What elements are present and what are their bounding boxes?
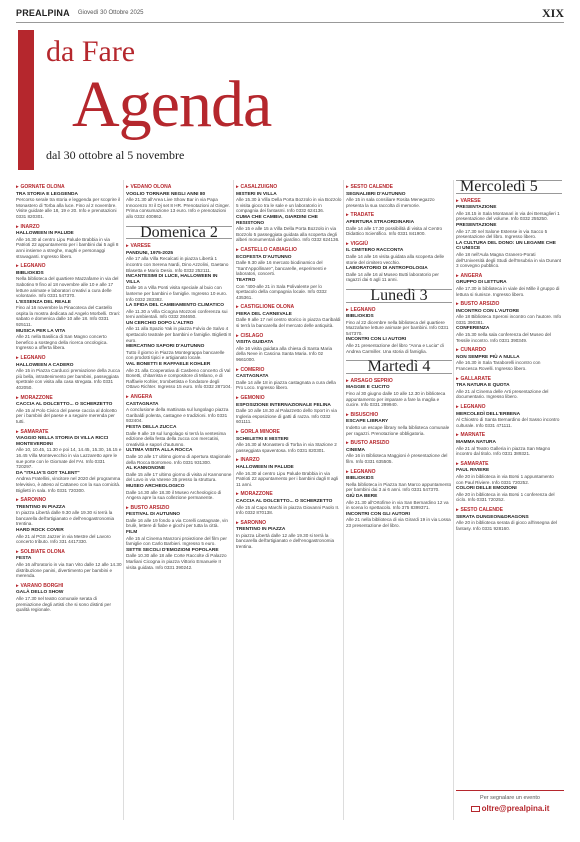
event-listing: [236, 499, 342, 516]
location-heading: ▸ COMERIO: [236, 368, 342, 374]
event-title: SCHELETRI E MISTERI: [236, 436, 289, 442]
submit-event-box: [456, 790, 564, 826]
location-heading: ▸ SARONNO: [16, 498, 122, 504]
submit-event-label: Per segnalare un evento: [480, 795, 540, 801]
header-rule: [16, 22, 564, 23]
event-description: In piazza Libertà dalle 9.30 alle 19.30 si terrà la bancarella dell'artigianato e dell'enogastronomia trentina.: [16, 510, 115, 527]
event-title: CACCIA AL DOLCETTO... O SCHERZETTO: [236, 498, 333, 504]
event-listing: [456, 241, 562, 269]
event-title: CONFERENZA: [456, 326, 490, 332]
location-heading: ▸ BISUSCHIO: [346, 413, 452, 419]
section-kicker: da Fare: [46, 35, 136, 68]
event-title: FIERA DEL CARNEVALE: [236, 311, 292, 317]
event-title: CINEMA: [346, 447, 365, 453]
event-title: MUSICA PER LA VITA: [16, 328, 66, 334]
day-heading: Martedì 4: [346, 360, 452, 374]
event-listing: [456, 412, 562, 429]
event-title: ESCAPE LIBRARY: [346, 419, 389, 425]
location-heading: ▸ ANGERA: [456, 274, 562, 280]
event-description: Alle 15 al Cinema Manzoni proiezione del film per famiglie con Carlo Barbieri. Ingresso 5 euro.: [126, 535, 227, 547]
event-title: ESPOSIZIONE INTERNAZIONALE FELINA: [236, 402, 331, 408]
location-heading: ▸ CUNARDO: [456, 348, 562, 354]
event-description: Alle 15 in sala consiliare Rosita Menegazzo presenta la sua raccolta di memorie.: [346, 197, 435, 208]
event-description: Dalle 9 alle 17 nel centro storico in piazza Garibaldi si terrà la bancarella del mercato delle antiquità.: [236, 317, 341, 329]
event-listing: [236, 527, 342, 549]
event-title: SEGNALIBRI D'AUTUNNO: [346, 191, 406, 197]
event-description: Alle 21 nella Basilica di San Magno concerto benefico a sostegno della ricerca oncologica. Ingresso a offerta libera.: [16, 334, 108, 351]
event-listing: [346, 192, 452, 209]
event-listing: [346, 385, 452, 407]
location-heading: ▸ BUSTO ARSIZIO: [346, 441, 452, 447]
event-listing: [126, 512, 232, 529]
event-listing: [126, 548, 232, 570]
event-title: MAGGIE E CUCITO: [346, 385, 390, 391]
location-heading: ▸ GORLA MINORE: [236, 430, 342, 436]
event-title: NON SEMPRE PIÙ A NULLA: [456, 354, 520, 360]
event-description: Alle 18 Biblioteca Speroni incontro con l'autore. Info 0331 390381.: [456, 314, 562, 325]
event-listing: [346, 266, 452, 283]
event-description: Alle 15 al Capo Marchi in piazza Giovanni Paolo II. Info 0332 870138.: [236, 504, 340, 516]
location-heading: ▸ LEGNANO: [16, 264, 122, 270]
event-title: CASTAGNATA: [126, 401, 159, 407]
event-description: Alle 15 al Polo Civico del paese caccia al dolcetto per i bambini del paese e a seguire merenda per tutti.: [16, 407, 117, 424]
column-divider: [453, 180, 454, 820]
email-text[interactable]: oltre@prealpina.it: [481, 804, 550, 813]
event-listing: [126, 274, 232, 302]
event-listing: [456, 309, 562, 326]
event-listing: [126, 530, 232, 547]
location-heading: ▸ LEGNANO: [456, 405, 562, 411]
event-title: LA SFIDA DEL CAMBIAMENTO CLIMATICO: [126, 303, 224, 309]
event-description: Alle 11 alla Spazio Yak in piazza Fulvio de Salvo 4 spettacolo teatrale per bambini e famiglie. Biglietti 8 euro.: [126, 326, 231, 343]
event-listing: [16, 590, 122, 612]
event-description: Alle 15 e alle 15 a Villa Della Porta Bozzolo in via Bozzolo 5 passeggiata guidata alla scoperta degli alberi monumentali del giardino. Info 0332 624136.: [236, 226, 340, 243]
event-title: MISTERI IN VILLA: [236, 191, 277, 197]
event-description: Con "400-alle 21 in Sala Polivalente per lo spettacolo della compagnia locale. Info 0332 435361.: [236, 283, 327, 300]
event-description: Alle 16.30 al Monastero di Torba in via Stazione 2 passeggiata spaventosa. Info 0331 820301.: [236, 442, 337, 453]
event-description: Alle 21 presentazione del libro "Anna e Lucia" di Andrea Carmiller. Una storia di famiglia.: [346, 343, 444, 354]
event-listing: [456, 355, 562, 372]
event-description: Andrea Fratellini, vincitore nel 2020 del programma televisivo, è atteso al Cattaneo con la sua comicità. Biglietti in sala. Info 0331 720300.: [16, 476, 121, 493]
location-heading: ▸ SAMARATE: [16, 430, 122, 436]
location-heading: ▸ CISLAGO: [236, 334, 342, 340]
event-description: A conclusione della mattinata sul lungolago piazza Garibaldi polenta, castagne e tradizioni. Info 0331 932404.: [126, 407, 229, 424]
event-description: Dalle 10.30 alle 18 alle Corte Raccolte di Palazzo Marliani Cicogna in piazza Vittorio Emanuele II visita guidata. Info 0331 390242.: [126, 553, 227, 570]
page-header: [16, 6, 564, 20]
event-description: Alle 16 in Biblioteca Maggioni è presentazione del film. Info 0331 635505.: [346, 453, 448, 464]
event-description: Fino al 22 dicembre nella biblioteca del quartiere Mazzafame letture animate per bambini. Info 0331 547370.: [346, 319, 449, 336]
section-title: Agenda: [72, 68, 272, 141]
event-listing: [456, 280, 562, 297]
location-heading: ▸ SAMARATE: [456, 462, 562, 468]
event-title: SERATA DUNGEON&DRAGONS: [456, 514, 529, 520]
event-listing: [456, 468, 562, 485]
event-listing: [16, 363, 122, 391]
location-heading: ▸ INARZO: [16, 225, 122, 231]
location-heading: ▸ LEGNANO: [346, 470, 452, 476]
event-description: Dalle 15 alle 17 ultimo giorno di visita al Kannonone del Lavo in via Varese 35 presso la struttura.: [126, 471, 232, 483]
day-heading: Lunedì 3: [346, 289, 452, 303]
event-title: TRA STORIA E LEGGENDA: [16, 191, 78, 197]
event-description: Alle 10, 10.45, 11.30 e poi 14, 14.45, 15.30, 16.15 e 16.45 Villa Montevecchio in via Lazzaretto apre le sue porte con le Giornate del FAI. Info 0331 720297.: [16, 447, 122, 470]
event-description: Alle 15 in Piazza Carducci premiazione della zucca più bella, intrattenimento per bambini, passeggiata spettrale con visita alla casa stregata. Info 0331 402050.: [16, 368, 120, 390]
column-divider: [123, 180, 124, 820]
big-numeral: [18, 30, 34, 170]
submit-event-email[interactable]: [456, 804, 564, 813]
location-heading: ▸ GORNATE OLONA: [16, 185, 122, 191]
event-title: INCANTESIMI DI LUCE, HALLOWEEN IN VILLA: [126, 274, 218, 285]
event-listing: [16, 271, 122, 299]
event-listing: [456, 205, 562, 222]
event-title: TRA NATURA E QUOTA: [456, 383, 510, 389]
location-heading: ▸ VEDANO OLONA: [126, 185, 232, 191]
event-title: UN CERCHIO DOPO L'ALTRO: [126, 320, 194, 326]
event-listing: [16, 402, 122, 424]
event-description: In piazza Libertà dalle 12 alle 19.30 si terrà la bancarella dell'artigianato e dell'enogastronomia trentina.: [236, 532, 335, 550]
event-listing: [16, 471, 122, 493]
location-heading: ▸ BUSTO ARSIZIO: [126, 506, 232, 512]
event-description: Alle 18.15 in Sala Montanari in via dei Bersaglieri 1 presentazione del volume. Info 0332 255250.: [456, 210, 560, 222]
event-title: GRUPPO DI LETTURA: [456, 280, 507, 286]
event-listing: [126, 192, 232, 220]
event-title: VISITA GUIDATA: [236, 340, 274, 346]
event-listing: [16, 329, 122, 351]
event-listing: [236, 278, 342, 300]
event-listing: [126, 484, 232, 501]
event-description: Alle 16.30 in Sala Taraborelli incontro con Francesca Rovelli. Ingresso libero.: [456, 360, 541, 372]
event-listing: [346, 314, 452, 336]
event-title: PANDUNI, 1975-2025: [126, 250, 174, 256]
event-description: Alle 20 in biblioteca in via Borsi 1 conferenza del ciclo. Info 0331 720252.: [456, 491, 555, 503]
event-description: Dalle 9 alle 19 sul lungolago si terrà la ventesima edizione della festa della zucca con mercatini, creatività e sapori d'autunno.: [126, 430, 226, 447]
event-listing: [236, 437, 342, 454]
location-heading: ▸ VIGGIÙ: [346, 242, 452, 248]
location-heading: ▸ VARESE: [126, 244, 232, 250]
event-listing: [16, 556, 122, 578]
event-title: L'ESSENZA DEL REALE: [16, 299, 71, 305]
event-listing: [236, 215, 342, 243]
event-title: MERCATINO SAPORI D'AUTUNNO: [126, 344, 205, 350]
event-title: FESTIVAL DI AUTUNNO: [126, 512, 181, 518]
event-description: Fino al 30 giugno dalle 10 alle 12.30 in biblioteca appuntamento per imparare a fare la maglia e cucire. Info 0331 299940.: [346, 391, 446, 408]
event-title: BIBLIOKIDS: [16, 270, 44, 276]
event-listing: [456, 515, 562, 532]
event-title: MAMMA NATURA: [456, 439, 496, 445]
event-listing: [456, 440, 562, 457]
event-title: HALLOWEEN IN PALUDE: [16, 231, 74, 237]
column-divider: [343, 180, 344, 820]
event-listing: [16, 505, 122, 527]
event-description: Fino al 16 novembre la Pinacoteca del Castello ospita la mostra dedicata ad Angelo Morbelli. Orari: sabato e domenica dalle 10 alle 18. Info 0331 925111.: [16, 305, 121, 328]
event-title: HARD ROCK COVER: [16, 528, 64, 534]
event-title: BIBLIOKIDS: [346, 314, 374, 320]
event-listing: [346, 448, 452, 465]
event-title: VIAGGIO NELLA STORIA DI VILLA RICCI MONTEVERDINI: [16, 436, 109, 447]
event-title: PRESENTAZIONE: [456, 205, 497, 211]
agenda-column-5: [456, 180, 562, 820]
event-title: INCONTRI CON GLI AUTORI: [346, 511, 410, 517]
event-description: Nella biblioteca in Piazza San Marco appuntamento per bambini dai 3 ai 6 anni. Info 0331 547370.: [346, 481, 452, 493]
event-description: Alle 16 visita guidata alla chiesa di Santa Maria della Neve in Cascina Santa Maria. Info 02 9661000.: [236, 345, 333, 363]
section-masthead: [16, 30, 376, 170]
event-title: IL CIMITERO RACCONTA: [346, 248, 404, 254]
event-listing: [456, 383, 562, 400]
event-title: VOGLIO TORNARE NEGLI ANNI 80: [126, 191, 206, 197]
event-listing: [236, 374, 342, 391]
location-heading: ▸ SESTO CALENDE: [456, 508, 562, 514]
event-title: ECOFESTA D'AUTUNNO: [236, 254, 292, 260]
location-heading: ▸ MARNATE: [456, 433, 562, 439]
brand-name: PREALPINA: [16, 8, 70, 18]
location-heading: ▸ GEMONIO: [236, 396, 342, 402]
event-description: Alle 15.30 à Villa Della Porta Bozzolo in via Bozzolo 5 visita gioco tra le sale e un laboratorio in compagnia dei fantasmi. Info 0332 624136.: [236, 197, 342, 214]
event-listing: [346, 512, 452, 529]
agenda-column-2: [126, 180, 232, 820]
event-title: COLORI DELLE EMOZIONI: [456, 486, 517, 492]
brand-logo: [16, 8, 70, 18]
event-description: Alle 18 nell'Aula Magna Granero-Porati dell'Università degli Studi dell'Insubria in via Dunant 3 convegno pubblico.: [456, 251, 561, 269]
location-heading: ▸ CASALZUIGNO: [236, 185, 342, 191]
event-description: Alle 21 alla Cooperativa di Casbeno concerto di Val Bonetti, chitarrista e compositore di Milano, e di Raffaele Kohler, trombettista e fondatore degli Ottavo Richter. Ingresso 15 euro. Info 0332 287104.: [126, 367, 232, 390]
event-description: Dalle 14.30 alle 18.30 il Museo Archeologico di Angera apre la sua collezione permanente.: [126, 489, 222, 501]
event-description: Dalle 10 alle 18.30 al Palazzetto dello Sport in via Ingleria esposizione di gatti di razza. Info 0332 601111.: [236, 408, 337, 425]
event-listing: [16, 231, 122, 259]
location-heading: ▸ INARZO: [236, 458, 342, 464]
location-heading: ▸ LEGNANO: [16, 356, 122, 362]
event-title: FESTA DELLA ZUCCA: [126, 424, 177, 430]
event-description: Alle 21 al Cinema delle Arti presentazione del documentario. Ingresso libero.: [456, 388, 549, 400]
event-title: LA CULTURA DEL DONO: UN LEGAME CHE CI UNISCE: [456, 240, 556, 252]
location-heading: ▸ ANGERA: [126, 395, 232, 401]
event-listing: [126, 402, 232, 424]
event-description: Dalle 14 alle 17.30 possibilità di visita al Centro Didattico Scientifico. Info 0331 841900.: [346, 225, 443, 237]
event-listing: [126, 303, 232, 320]
event-listing: [236, 340, 342, 362]
event-description: Alle 21 nella biblioteca di via Girardi 19 in via Lossa 23 presentazione del libro.: [346, 517, 451, 528]
event-listing: [126, 344, 232, 361]
event-listing: [126, 321, 232, 343]
event-listing: [16, 300, 122, 328]
event-title: MUSEO ARCHEOLOGICO: [126, 483, 185, 489]
event-description: Alle 17.30 nel teatro comunale serata di premiazione degli artisti che si sono distinti per qualità regionale.: [16, 596, 111, 613]
event-title: TRENTINO IN PIAZZA: [236, 527, 286, 533]
event-description: Nella biblioteca del quartiere Mazzafame in via del Sabotino 9 fino al 18 novembre alle 10 e alle 17 letture animate e laboratori creativi a cura delle volontarie. Info 0331 547370.: [16, 276, 119, 299]
event-description: Dalle 14 alle 16 visita guidata alla scoperta delle storie del cimitero vecchio.: [346, 253, 445, 265]
event-title: ULTIMA VISITA ALLA ROCCA: [126, 448, 193, 454]
event-title: INCONTRI CON LI AUTORI: [346, 337, 407, 343]
mail-icon: [471, 806, 480, 812]
event-description: Alle 11.30 a Villa Cicogna Mozzoni conferenza sui temi ambientali. Info 0332 284650.: [126, 308, 228, 320]
event-title: GIÙ DA BERE: [346, 493, 378, 499]
location-heading: ▸ TRADATE: [346, 213, 452, 219]
event-listing: [236, 255, 342, 277]
event-title: VAL BONETTI E RAFFAELE KOHLER: [126, 362, 211, 368]
event-listing: [236, 465, 342, 487]
event-listing: [236, 403, 342, 425]
day-heading: Domenica 2: [126, 226, 232, 240]
event-listing: [456, 486, 562, 503]
location-heading: ▸ CASTELLO CABIAGLIO: [236, 248, 342, 254]
event-listing: [346, 419, 452, 436]
event-listing: [16, 436, 122, 470]
location-heading: ▸ SESTO CALENDE: [346, 185, 452, 191]
event-listing: [236, 192, 342, 214]
event-title: DA "ITALIA'S GOT TALENT": [16, 470, 80, 476]
event-listing: [236, 312, 342, 329]
location-heading: ▸ SOLBIATE OLONA: [16, 550, 122, 556]
date-range: dal 30 ottobre al 5 novembre: [46, 148, 185, 162]
event-description: Alle 17.30 in biblioteca in viale dei Mille il gruppo di lettura si riunisce. Ingresso libero.: [456, 285, 560, 297]
location-heading: ▸ LEGNANO: [346, 308, 452, 314]
event-title: GALÀ DELLO SHOW: [16, 590, 64, 596]
event-title: LABORATORIO DI ANTROPOLOGIA: [346, 266, 428, 272]
event-title: CUMA CHE CAMBIA, GIARDINI CHE RESISTONO: [236, 214, 318, 226]
location-heading: ▸ GALLARATE: [456, 377, 562, 383]
event-description: Alle 21.30 all'Area Live Show Bar in via Papa Innocenzo XI il Dj set 8 HR. Prenotazioni al Ginger. Prima consumazione 13 euro. Info e prenotazioni allo 0332 400862.: [126, 197, 230, 219]
event-title: HALLOWEEN IN PALUDE: [236, 464, 294, 470]
event-description: Al Chiostro di Santa Bernardino del Sasso incontro culturale. Info 0331 471111.: [456, 417, 560, 428]
location-heading: ▸ VARANO BORGHI: [16, 584, 122, 590]
event-listing: [16, 528, 122, 545]
event-description: Alle 16.30 al centro Lipu Palude Brabbia in via Patrioti 22 appuntamento per i bambini dai 5 agli 8 anni insieme a streghe, maghi e personaggi stravaganti. Ingresso libero.: [16, 236, 119, 259]
event-title: APERTURA STRAORDINARIA: [346, 219, 415, 225]
event-description: Dalle 16 alle 19 fondo a via Corelli castagnate, vin brulè, lettere di fiabe e giochi per tutta la città.: [126, 517, 228, 529]
event-title: CASTAGNATA: [236, 374, 269, 380]
event-listing: [126, 466, 232, 483]
event-description: Indetto un escape library nella biblioteca comunale per ragazzi. Prenotazione obbligatoria.: [346, 425, 450, 436]
event-listing: [456, 223, 562, 240]
event-description: Tutto il giorno in Piazza Montegrappa bancarelle con prodotti tipici e artigianato locale.: [126, 349, 225, 361]
event-listing: [456, 326, 562, 343]
event-description: Dalle 14 alle 18 in piazza castagnata a cura della Pro Loco. Ingresso libero.: [236, 379, 336, 391]
event-listing: [16, 192, 122, 220]
column-divider: [233, 180, 234, 820]
day-heading: Mercoledì 5: [456, 180, 562, 194]
event-description: Alle 16 all'oratorio in via San Vito dalle 12 alle 14.30 distribuzione panini, divertimento per bambini e merenda.: [16, 562, 122, 579]
location-heading: ▸ MORAZZONE: [236, 492, 342, 498]
event-description: Alle 17 alla Villa Recalcati in piazza Libertà 1 incontro con Serena Nardi, Dino Azzolini, Gaetano Blasetta e Mario Desio. Info 0332 252111.: [126, 256, 229, 273]
event-title: AL KANNONONE: [126, 466, 166, 472]
event-description: Dalle 16 a Villa Ponti visita speciale al buio con lanterne per bambini e famiglie. Ingresso 10 euro. Info 0332 283382.: [126, 285, 228, 302]
event-description: Alle 21 al Teatro Galleria in piazza San Magno incontro dal titolo. Info 0331 389321.: [456, 445, 551, 457]
event-description: Dalle 10 alle 17 ultimo giorno di apertura stagionale della Rocca Borromeo. Info 0331 931300.: [126, 453, 231, 465]
location-heading: ▸ ARSAGO SEPRIO: [346, 379, 452, 385]
event-listing: [346, 494, 452, 511]
event-title: TEATRO: [236, 277, 256, 283]
agenda-column-1: [16, 180, 122, 820]
event-description: Alle 17.30 nel Salone Estense in via Sacco 5 presentazione del libro. Ingresso libero.: [456, 228, 548, 240]
event-listing: [126, 362, 232, 390]
event-listing: [346, 476, 452, 493]
event-title: BIBLIOKIDS: [346, 476, 374, 482]
event-listing: [126, 251, 232, 273]
event-description: Alle 21 al PGS Jazzer in via Mestre del Lavoro concerto tributo. Info 331 4417330.: [16, 533, 111, 545]
event-description: Dalle 14 alle 16 al Museo Butti laboratorio per ragazzi dai 6 agli 11 anni.: [346, 271, 439, 283]
event-title: INCONTRO CON L'AUTORE: [456, 308, 520, 314]
event-description: Alle 21.30 all'Ortofime in via San Bernardino 12 va in scena lo spettacolo. Info 375 8399371.: [346, 499, 449, 511]
agenda-column-3: [236, 180, 342, 820]
event-description: Percorso serale tra storia e leggenda per scoprire il Monastero di Torba alla luce. Fino al 2 novembre. Visite guidate alle 18, 19 e 20. Info e prenotazioni 0331 820301.: [16, 197, 121, 219]
issue-date: Giovedì 30 Ottobre 2025: [77, 10, 144, 16]
event-description: Alle 15.30 nella sala conferenza del Museo del Tessile incontro. Info 0331 390349.: [456, 332, 551, 343]
event-title: PAUL RIVIERE: [456, 468, 490, 474]
event-listing: [346, 220, 452, 237]
event-title: FILM: [126, 530, 138, 536]
event-description: Alle 20 in biblioteca in via Borsi 1 appuntamento con Paul Riviere. Info 0331 720252.: [456, 473, 554, 485]
location-heading: ▸ MORAZZONE: [16, 396, 122, 402]
location-heading: ▸ SARONNO: [236, 521, 342, 527]
event-description: Alle 20 in biblioteca serata di gioco all'insegna del fantasy. Info 0331 928160.: [456, 520, 557, 531]
event-title: HALLOWEEN A CADERO: [16, 362, 74, 368]
event-listing: [126, 425, 232, 447]
event-title: TRENTINO IN PIAZZA: [16, 504, 66, 510]
event-listing: [346, 248, 452, 265]
event-title: SETTE SECOLI D'EMOZIONI POPOLARE: [126, 547, 219, 553]
location-heading: ▸ CASTIGLIONE OLONA: [236, 305, 342, 311]
event-description: Alle 16.30 al centro Lipu Palude Brabbia in via Patrioti 22 appuntamento per i bambini dagli 8 agli 11 anni.: [236, 470, 339, 487]
event-title: PRESENTAZIONE: [456, 222, 497, 228]
location-heading: ▸ VARESE: [456, 199, 562, 205]
event-description: Dalle 9.30 alle 16 mercato biodinamico del "Sant'Appollinare", bancarelle, esperimenti e laboratori, concerti.: [236, 260, 327, 277]
event-title: CACCIA AL DOLCETTO... O SCHERZETTO: [16, 402, 113, 408]
page-number: XIX: [541, 5, 564, 20]
event-title: FESTA: [16, 556, 32, 562]
location-heading: ▸ BUSTO ARSIZIO: [456, 302, 562, 308]
event-listing: [126, 448, 232, 465]
agenda-column-4: [346, 180, 452, 820]
event-title: MERCOLEDÌ DELL'ERBENA: [456, 411, 521, 417]
event-listing: [346, 337, 452, 354]
